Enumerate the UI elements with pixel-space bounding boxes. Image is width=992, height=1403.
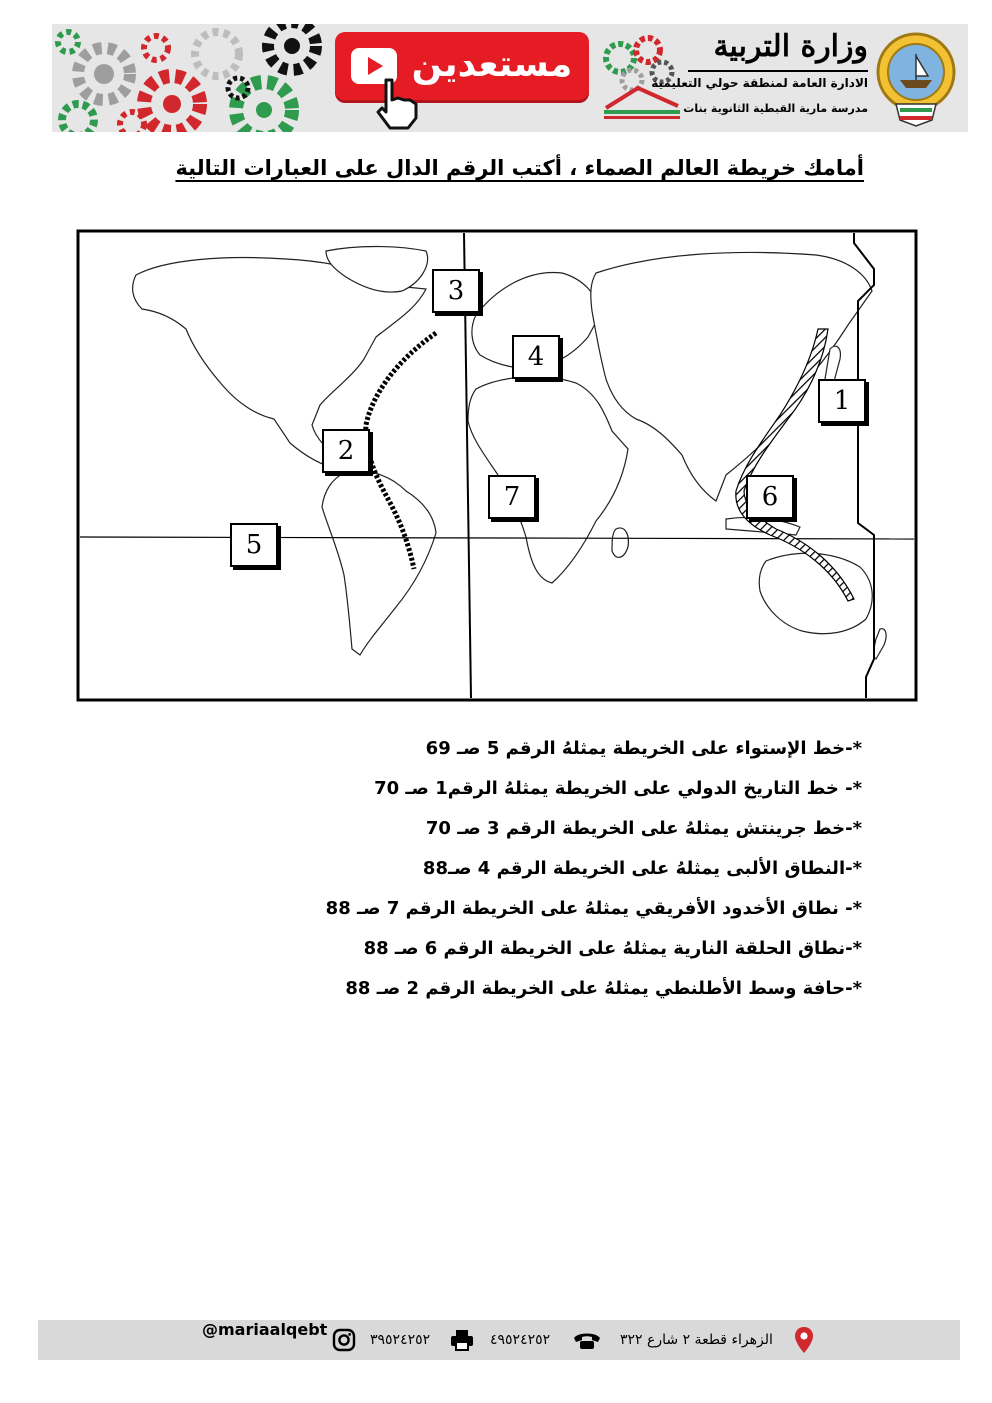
map-label-1: 1 [818,379,866,423]
statement-equator: *-خط الإستواء على الخريطة يمثلهُ الرقم 5 صـ 69 [425,738,862,759]
statement-date-line: *- خط التاريخ الدولي على الخريطة يمثلهُ الرقم1 صـ 70 [374,778,862,799]
phone-number: ٤٩٥٢٤٢٥٢ [490,1332,551,1348]
hand-cursor-icon [372,76,428,130]
school-name: مدرسة مارية القبطية الثانوية بنات [683,102,868,115]
map-label-3: 3 [432,269,480,313]
map-label-7: 7 [488,475,536,519]
title-divider [688,70,868,72]
contact-footer [38,1320,960,1360]
map-label-4: 4 [512,335,560,379]
kuwait-emblem-icon [870,28,962,128]
region-line: الادارة العامة لمنطقة حولي التعليمية [651,76,868,90]
phone-icon [572,1330,602,1350]
statement-mid-atlantic: *-حافة وسط الأطلنطي يمثلهُ على الخريطة الرقم 2 صـ 88 [345,978,862,999]
fax-number: ٣٩٥٢٤٢٥٢ [370,1332,431,1348]
madagascar-shape [612,528,628,557]
youtube-label: مستعدين [411,44,573,85]
map-label-2: 2 [322,429,370,473]
statement-greenwich: *-خط جرينتش يمثلهُ على الخريطة الرقم 3 صـ 70 [425,818,862,839]
location-pin-icon [794,1326,814,1354]
instagram-icon [332,1328,356,1352]
gears-decoration-icon [52,24,324,132]
header-banner [52,24,968,132]
statement-alpine-zone: *-النطاق الألبى يمثلهُ على الخريطة الرقم 4 صـ88 [422,858,862,879]
address: الزهراء قطعة ٢ شارع ٣٢٢ [620,1332,773,1348]
statement-ring-of-fire: *-نطاق الحلقة النارية يمثلهُ على الخريطة الرقم 6 صـ 88 [363,938,862,959]
answer-list [300,738,862,1028]
page-heading: أمامك خريطة العالم الصماء ، أكتب الرقم الدال على العبارات التالية [175,156,864,180]
instagram-handle[interactable]: @mariaalqebt [202,1320,328,1339]
world-map-drawing [76,229,918,702]
statement-rift-valley: *- نطاق الأخدود الأفريقي يمثلهُ على الخريطة الرقم 7 صـ 88 [325,898,862,919]
fax-icon [450,1329,474,1351]
map-label-6: 6 [746,475,794,519]
map-label-5: 5 [230,523,278,567]
ministry-title: وزارة التربية [713,29,868,64]
world-map [76,229,918,702]
